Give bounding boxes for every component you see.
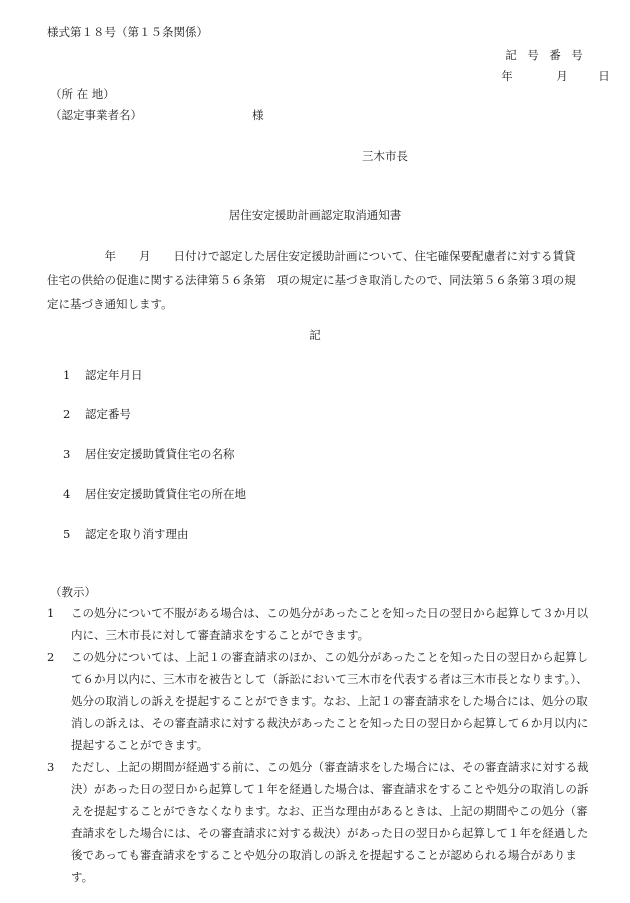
note-text: この処分について不服がある場合は、この処分があったことを知った日の翌日から起算して３か月以内に、三木市長に対して審査請求をすることができます。 bbox=[71, 606, 589, 642]
note-item bbox=[47, 756, 592, 888]
note-item bbox=[47, 602, 592, 646]
list-item bbox=[63, 489, 246, 501]
ref-char: 号 bbox=[571, 48, 583, 62]
ki-heading: 記 bbox=[309, 328, 321, 342]
business-name-label: （認定事業者名） bbox=[50, 108, 142, 122]
address-label: （所 在 地） bbox=[50, 87, 115, 101]
notes-list bbox=[47, 602, 592, 888]
note-item bbox=[47, 646, 592, 756]
item-label: 居住安定援助賃貸住宅の名称 bbox=[85, 447, 235, 461]
ref-char: 記 bbox=[505, 48, 517, 62]
note-number: 3 bbox=[47, 760, 55, 774]
body-line: 年 月 日付けで認定した居住安定援助計画について、住宅確保要配慮者に対する賃貸 bbox=[47, 249, 576, 263]
item-label: 認定を取り消す理由 bbox=[85, 527, 189, 541]
item-label: 居住安定援助賃貸住宅の所在地 bbox=[85, 487, 246, 501]
item-number: 4 bbox=[63, 487, 71, 501]
note-text: この処分については、上記１の審査請求のほか、この処分があったことを知った日の翌日から起算して６か月以内に、三木市を被告として（訴訟において三木市を代表する者は三木市長となります。）、処分の取消しの訴えを提起することができます。なお、上記１の審査請求をした場合には、処分の取消しの訴えは、その審査請求に対する裁決があったことを知った日の翌日から起算して６か月以内に提起することができます。 bbox=[71, 650, 589, 752]
item-label: 認定年月日 bbox=[85, 368, 143, 382]
date-year: 年 bbox=[501, 69, 513, 83]
notice-body bbox=[47, 244, 592, 316]
body-line: 住宅の供給の促進に関する法律第５６条第 項の規定に基づき取消したので、同法第５６条第３項の規 bbox=[47, 273, 576, 287]
item-number: 5 bbox=[63, 527, 71, 541]
document-title: 居住安定援助計画認定取消通知書 bbox=[228, 208, 402, 222]
body-line: 定に基づき通知します。 bbox=[47, 297, 173, 311]
note-number: 2 bbox=[47, 650, 55, 664]
list-item bbox=[63, 370, 143, 382]
date-day: 日 bbox=[598, 69, 610, 83]
ref-char: 番 bbox=[549, 48, 561, 62]
list-item bbox=[63, 449, 235, 461]
list-item bbox=[63, 409, 131, 421]
date-month: 月 bbox=[556, 69, 568, 83]
form-number: 様式第１８号（第１５条関係） bbox=[47, 25, 208, 39]
notes-heading: （教示） bbox=[50, 585, 96, 599]
item-number: 3 bbox=[63, 447, 71, 461]
issue-date bbox=[500, 71, 618, 83]
reference-number bbox=[500, 50, 588, 62]
note-text: ただし、上記の期間が経過する前に、この処分（審査請求をした場合には、その審査請求に対する裁決）があった日の翌日から起算して１年を経過した場合は、審査請求をすることや処分の取消しの訴えを提起することができなくなります。なお、正当な理由があるときは、上記の期間やこの処分（審査請求をした場合には、その審査請求に対する裁決）があった日の翌日から起算して１年を経過した後であっても審査請求をすることや処分の取消しの訴えを提起することが認められる場合があります。 bbox=[71, 760, 589, 884]
ref-char: 号 bbox=[527, 48, 539, 62]
item-label: 認定番号 bbox=[85, 407, 131, 421]
note-number: 1 bbox=[47, 606, 55, 620]
list-item bbox=[63, 529, 189, 541]
issuer: 三木市長 bbox=[362, 149, 408, 163]
item-number: 2 bbox=[63, 407, 71, 421]
honorific: 様 bbox=[252, 108, 264, 122]
item-number: 1 bbox=[63, 368, 71, 382]
